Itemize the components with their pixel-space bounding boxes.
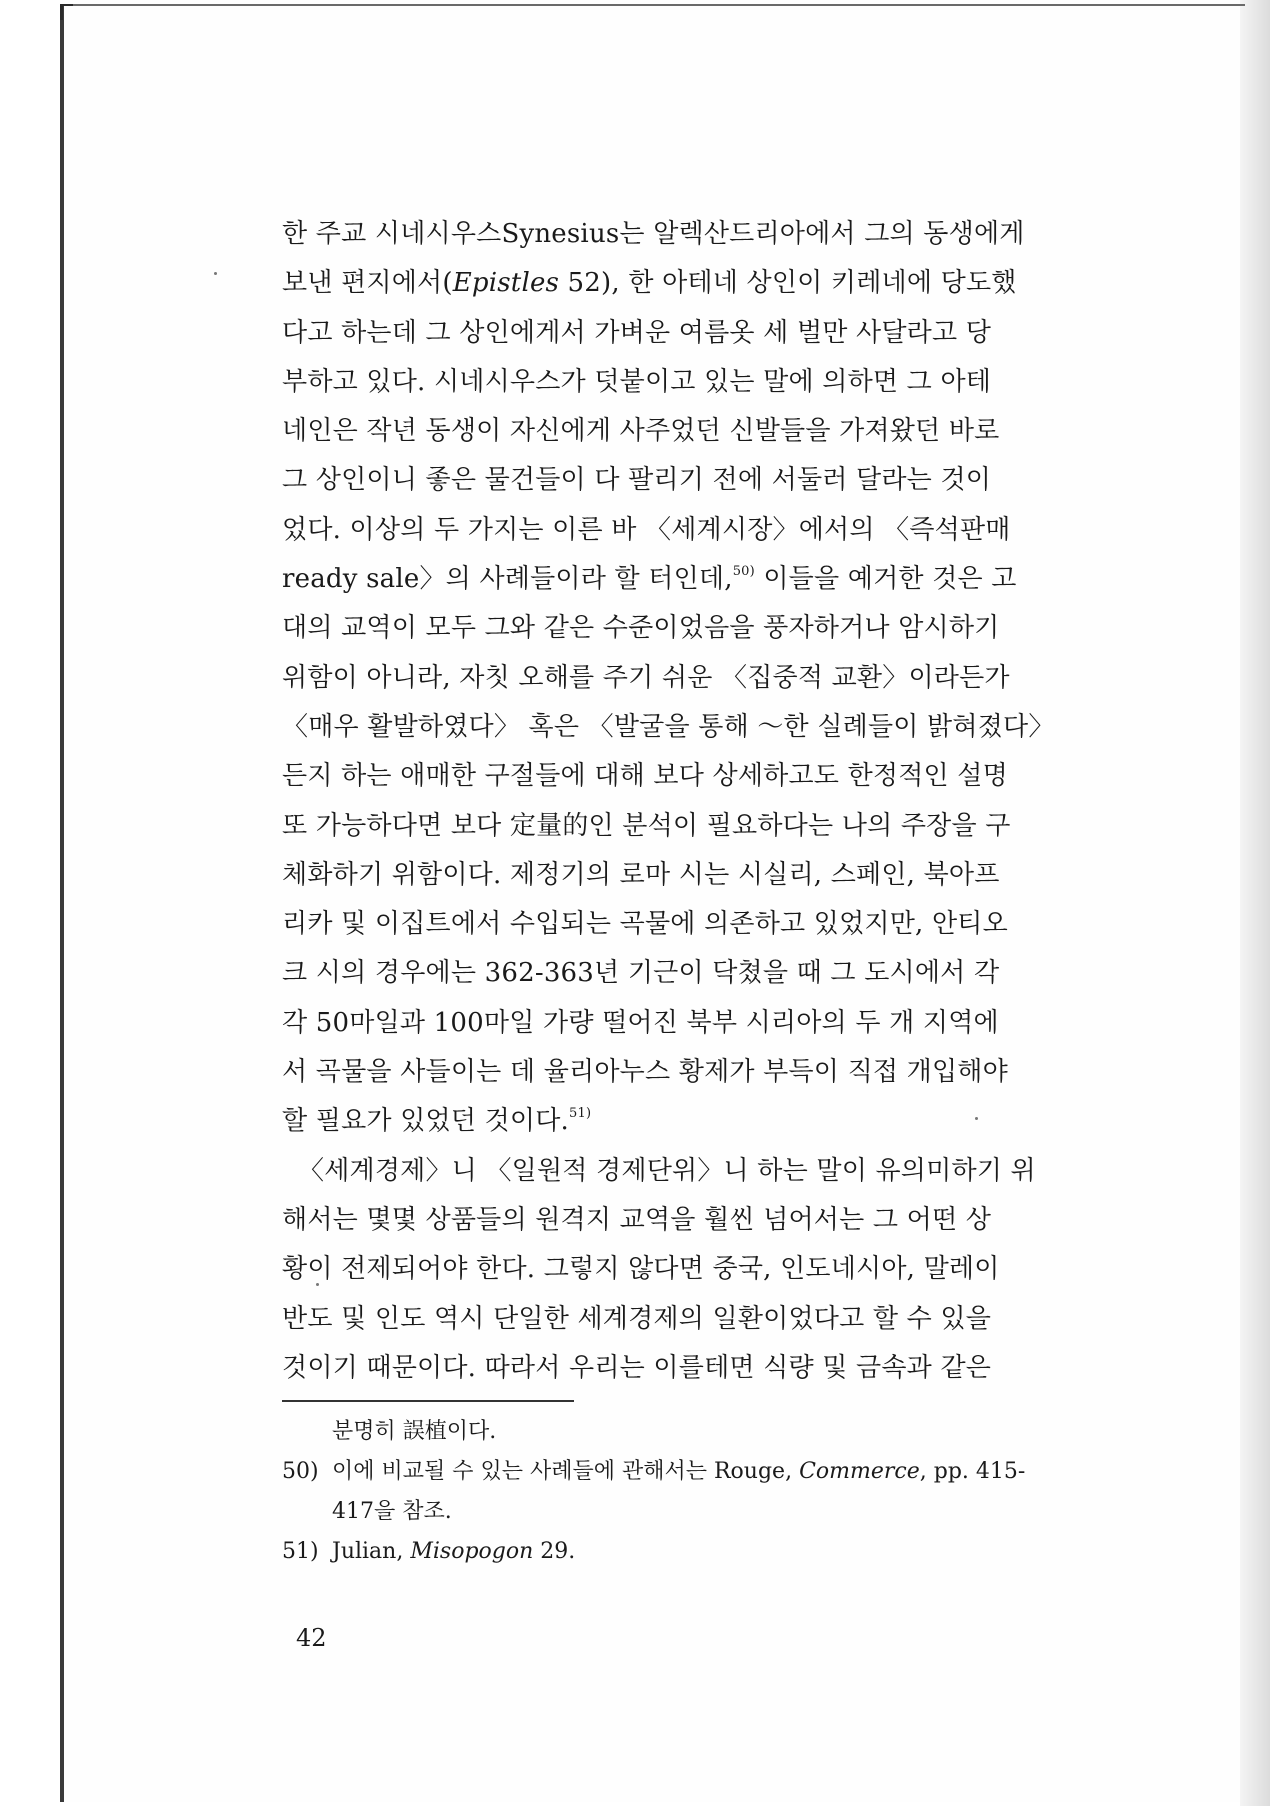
text-line: 〈세계경제〉니 〈일원적 경제단위〉니 하는 말이 유의미하기 위	[298, 1155, 1036, 1186]
page-number: 42	[296, 1624, 327, 1652]
footnote-number: 51)	[282, 1539, 319, 1564]
text-line: 부하고 있다. 시네시우스가 덧붙이고 있는 말에 의하면 그 아테	[282, 366, 992, 397]
footnote-carryover: 분명히 誤植이다.	[332, 1419, 497, 1444]
footnote-50-continuation: 417을 참조.	[332, 1499, 452, 1524]
page-corner-mark	[60, 4, 73, 20]
text-line: 위함이 아니라, 자칫 오해를 주기 쉬운 〈집중적 교환〉이라든가	[282, 662, 1010, 693]
text-line	[282, 259, 1132, 308]
text-span: 52), 한 아테네 상인이 키레네에 당도했	[559, 268, 1017, 299]
footnote-51	[282, 1532, 1132, 1572]
page-left-edge	[60, 4, 64, 1802]
text-line: 반도 및 인도 역시 단일한 세계경제의 일환이었다고 할 수 있을	[282, 1303, 992, 1334]
footnote-divider	[282, 1400, 574, 1402]
text-line: 또 가능하다면 보다 定量的인 분석이 필요하다는 나의 주장을 구	[282, 810, 1011, 841]
text-line: 황이 전제되어야 한다. 그렇지 않다면 중국, 인도네시아, 말레이	[282, 1254, 1000, 1285]
footnotes	[282, 1412, 1132, 1572]
text-line	[282, 555, 1132, 604]
text-line: 리카 및 이집트에서 수입되는 곡물에 의존하고 있었지만, 안티오	[282, 909, 1008, 940]
text-line: 체화하기 위함이다. 제정기의 로마 시는 시실리, 스페인, 북아프	[282, 859, 1000, 890]
text-line: 그 상인이니 좋은 물건들이 다 팔리기 전에 서둘러 달라는 것이	[282, 465, 992, 496]
book-title: Epistles	[452, 268, 560, 299]
footnote-ref-50[interactable]: 50)	[732, 564, 755, 580]
footnote-number: 50)	[282, 1459, 319, 1484]
text-span: 보낸 편지에서(	[282, 268, 453, 299]
footnote-text: 이에 비교될 수 있는 사례들에 관해서는 Rouge,	[332, 1459, 800, 1484]
text-span: ready sale〉의 사례들이라 할 터인데,	[282, 564, 733, 595]
text-line: 각 50마일과 100마일 가량 떨어진 북부 시리아의 두 개 지역에	[282, 1007, 999, 1038]
text-line: 었다. 이상의 두 가지는 이른 바 〈세계시장〉에서의 〈즉석판매	[282, 514, 1011, 545]
footnote-text: Julian,	[332, 1539, 411, 1564]
text-line: 한 주교 시네시우스Synesius는 알렉산드리아에서 그의 동생에게	[282, 219, 1025, 249]
text-line: 든지 하는 애매한 구절들에 대해 보다 상세하고도 한정적인 설명	[282, 761, 1008, 792]
text-line: 크 시의 경우에는 362-363년 기근이 닥쳤을 때 그 도시에서 각	[282, 958, 1000, 989]
text-line: 네인은 작년 동생이 자신에게 사주었던 신발들을 가져왔던 바로	[282, 416, 1000, 447]
book-title: Commerce	[799, 1459, 920, 1484]
page-shadow	[1240, 0, 1270, 1806]
text-line: 서 곡물을 사들이는 데 율리아누스 황제가 부득이 직접 개입해야	[282, 1057, 1008, 1088]
text-line: 해서는 몇몇 상품들의 원격지 교역을 훨씬 넘어서는 그 어떤 상	[282, 1204, 992, 1235]
footnote-text: 29.	[533, 1539, 576, 1564]
text-line: 것이기 때문이다. 따라서 우리는 이를테면 식량 및 금속과 같은	[282, 1352, 992, 1383]
page-top-edge	[60, 4, 1245, 6]
footnote-ref-51[interactable]: 51)	[569, 1106, 592, 1122]
body-text	[282, 210, 1132, 1393]
text-line: 다고 하는데 그 상인에게서 가벼운 여름옷 세 벌만 사달라고 당	[282, 317, 992, 348]
book-title: Misopogon	[410, 1539, 534, 1564]
scan-speck	[214, 272, 217, 275]
text-line: 대의 교역이 모두 그와 같은 수준이었음을 풍자하거나 암시하기	[282, 613, 1000, 644]
footnote-text: , pp. 415-	[919, 1459, 1026, 1484]
footnote-50	[282, 1452, 1132, 1492]
text-line: 〈매우 활발하였다〉 혹은 〈발굴을 통해 ～한 실례들이 밝혀졌다〉	[282, 711, 1055, 742]
text-span: 이들을 예거한 것은 고	[754, 564, 1017, 595]
text-span: 할 필요가 있었던 것이다.	[282, 1106, 570, 1137]
text-line	[282, 1097, 1132, 1146]
